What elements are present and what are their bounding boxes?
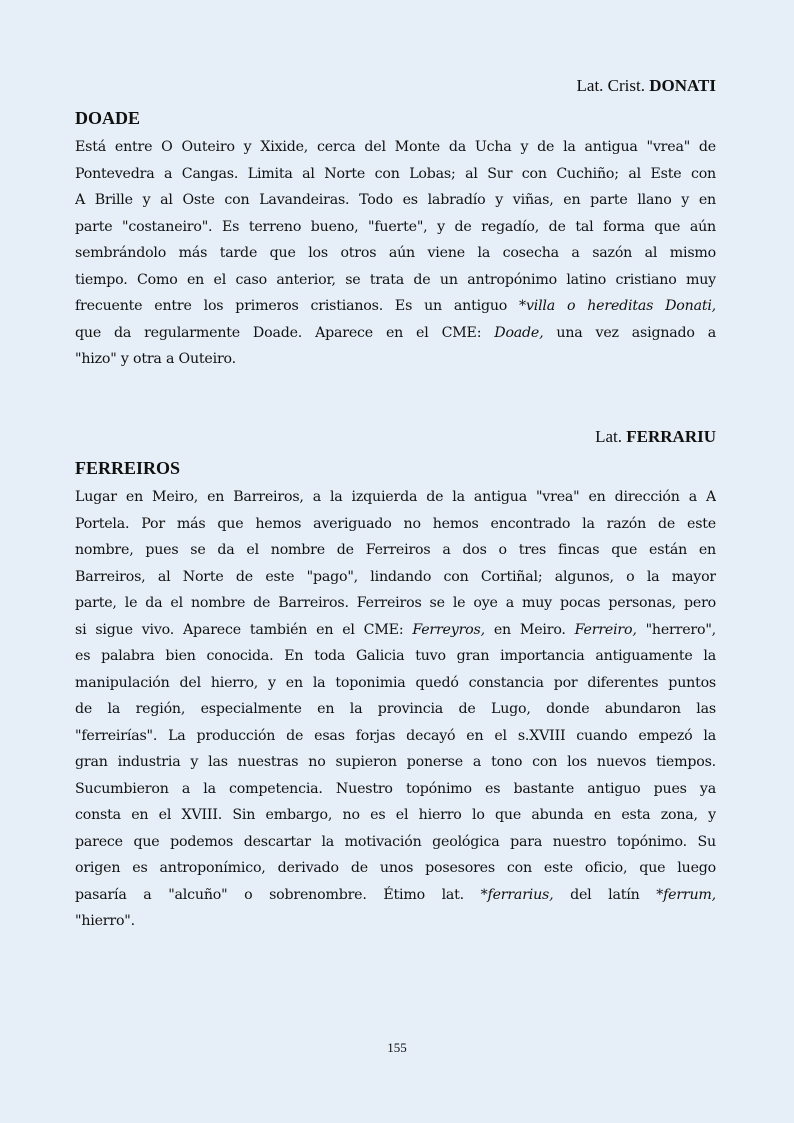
text-line	[75, 564, 716, 591]
etymon-word: FERRARIU	[626, 427, 716, 446]
italic-term: *ferrarius,	[480, 886, 554, 903]
italic-term: *villa o hereditas Donati,	[519, 298, 716, 314]
entry-title: DOADE	[75, 108, 141, 128]
text-line	[75, 829, 716, 856]
text-run: "herrero",	[636, 621, 716, 638]
text-run: parte, le da el nombre de Barreiros. Ferreiros se le oye a muy pocas personas, pero	[75, 595, 716, 611]
text-line	[75, 511, 716, 538]
text-run: Sucumbieron a la competencia. Nuestro topónimo es bastante antiguo pues ya	[75, 780, 716, 797]
italic-term: Ferreiro,	[574, 621, 637, 638]
text-line	[75, 696, 716, 723]
text-run: parte "costaneiro". Es terreno bueno, "fuerte", y de regadío, de tal forma que aún	[75, 218, 716, 235]
text-line	[75, 320, 716, 347]
text-run: es palabra bien conocida. En toda Galicia tuvo gran importancia antiguamente la	[75, 648, 716, 664]
text-line	[75, 670, 716, 697]
text-run: "hizo" y otra a Outeiro.	[75, 351, 236, 367]
text-run: tiempo. Como en el caso anterior, se trata de un antropónimo latino cristiano muy	[75, 271, 716, 288]
text-run: del latín	[553, 886, 657, 903]
etymon-heading	[577, 76, 716, 96]
text-run: Barreiros, al Norte de este "pago", lindando con Cortiñal; algunos, o la mayor	[75, 568, 716, 585]
text-line	[75, 187, 716, 214]
text-run: parece que podemos descartar la motivación geológica para nuestro topónimo. Su	[75, 833, 716, 850]
text-line	[75, 590, 716, 617]
text-run: sembrándolo más tarde que los otros aún viene la cosecha a sazón al mismo	[75, 245, 716, 261]
entry-body	[75, 134, 716, 373]
etymon-prefix: Lat.	[595, 427, 623, 446]
text-run: gran industria y las nuestras no supieron ponerse a tono con los nuevos tiempos.	[75, 754, 716, 770]
text-run: de la región, especialmente en la provincia de Lugo, donde abundaron las	[75, 701, 716, 717]
text-run: que da regularmente Doade. Aparece en el CME:	[75, 324, 495, 341]
text-line	[75, 617, 716, 644]
text-line	[75, 882, 716, 909]
text-line	[75, 643, 716, 670]
text-line	[75, 802, 716, 829]
text-line	[75, 537, 716, 564]
italic-term: Ferreyros,	[412, 621, 485, 638]
text-run: Lugar en Meiro, en Barreiros, a la izquierda de la antigua "vrea" en dirección a A	[75, 489, 716, 505]
text-run: frecuente entre los primeros cristianos. Es un antiguo	[75, 298, 520, 314]
text-line	[75, 214, 716, 241]
text-line	[75, 723, 716, 750]
text-line	[75, 776, 716, 803]
italic-term: *ferrum,	[656, 886, 716, 903]
italic-term: Doade,	[494, 324, 544, 341]
text-run: Portela. Por más que hemos averiguado no hemos encontrado la razón de este	[75, 515, 716, 532]
text-line	[75, 134, 716, 161]
etymon-prefix: Lat. Crist.	[576, 76, 645, 95]
text-run: consta en el XVIII. Sin embargo, no es el hierro lo que abunda en esta zona, y	[75, 807, 716, 823]
entry-body	[75, 484, 716, 935]
text-run: A Brille y al Oste con Lavandeiras. Todo es labradío y viñas, en parte llano y en	[75, 192, 716, 208]
entry-title: FERREIROS	[75, 458, 181, 478]
text-line	[75, 908, 716, 935]
text-run: si sigue vivo. Aparece también en el CME:	[75, 621, 413, 638]
text-run: Está entre O Outeiro y Xixide, cerca del Monte da Ucha y de la antigua "vrea" de	[75, 139, 716, 155]
text-run: origen es antroponímico, derivado de unos posesores con este oficio, que luego	[75, 860, 716, 876]
text-line	[75, 240, 716, 267]
text-line	[75, 749, 716, 776]
etymon-heading	[595, 427, 716, 447]
text-run: nombre, pues se da el nombre de Ferreiros a dos o tres fincas que están en	[75, 542, 716, 558]
etymon-word: DONATI	[649, 76, 716, 95]
text-run: "ferreirías". La producción de esas forjas decayó en el s.XVIII cuando empezó la	[75, 727, 716, 744]
page-number: 155	[387, 1040, 407, 1055]
text-run: Pontevedra a Cangas. Limita al Norte con Lobas; al Sur con Cuchiño; al Este con	[75, 165, 716, 182]
text-run: en Meiro.	[484, 621, 575, 638]
text-line	[75, 484, 716, 511]
text-run: una vez asignado a	[543, 324, 716, 341]
text-line	[75, 855, 716, 882]
text-run: "hierro".	[75, 913, 135, 929]
text-line	[75, 267, 716, 294]
text-line	[75, 293, 716, 320]
text-run: pasaría a "alcuño" o sobrenombre. Étimo lat.	[75, 886, 481, 903]
text-line	[75, 161, 716, 188]
text-run: manipulación del hierro, y en la toponimia quedó constancia por diferentes puntos	[75, 674, 716, 691]
text-line	[75, 346, 716, 373]
